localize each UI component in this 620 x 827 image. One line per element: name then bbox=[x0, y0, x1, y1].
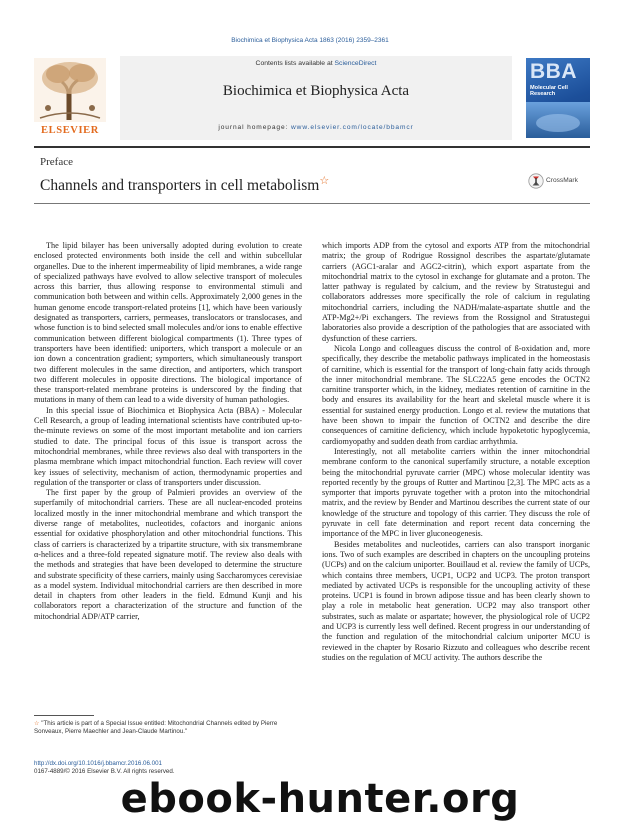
paragraph: which imports ADP from the cytosol and exports ATP from the mitochondrial matrix; the group of Rodrigue Rossignol describes the aspartate/glutamate carriers (AGC1-aralar and AGC2-citrin), which export aspartate from the mitochondrial matrix to the cytosol in exchange for glutamate and a proton. The latter pathway is regulated by calcium, and the review by Stratustegui and collaborators addresses more specifically the role of calcium in regulating mitochondrial carriers, including the NADH/malate-aspartate shuttle and the ATP-Mg2+/Pi exchangers. The reviews from the Rossignol and Stratustegui laboratories also provide a description of the pathologies that are associated with dysfunction of these carriers. bbox=[322, 241, 590, 343]
body-column-right bbox=[322, 241, 590, 663]
doi-link[interactable]: http://dx.doi.org/10.1016/j.bbamcr.2016.06.001 bbox=[34, 760, 162, 767]
journal-title: Biochimica et Biophysica Acta bbox=[222, 83, 410, 99]
journal-cover[interactable] bbox=[526, 58, 590, 138]
contents-prefix: Contents lists available at bbox=[255, 60, 335, 67]
journal-reference[interactable]: Biochimica et Biophysica Acta 1863 (2016) 2359–2361 bbox=[231, 37, 389, 44]
paragraph: Nicola Longo and colleagues discuss the control of ß-oxidation and, more specifically, they describe the metabolic pathways implicated in the homeostasis of carnitine, which is essential for the transport of long-chain fatty acids through the inner mitochondrial membrane. The SLC22A5 gene encodes the OCTN2 carnitine transporter which, in the kidney, mediates retention of carnitine in the body and ensures its availability for the heart and skeletal muscle where it is essential for sustained energy production. Longo et al. review the mutations that have been shown to impair the function of OCTN2 and describe the dire consequences of carnitine deficiency, which include hypoketotic hypoglycemia, cardiomyopathy and sudden death from cardiac arrhythmia. bbox=[322, 343, 590, 446]
footnote-text: "This article is part of a Special Issue entitled: Mitochondrial Channels edited by Pierre Sonveaux, Pierre Maechler and Jean-Claude Martinou." bbox=[34, 720, 278, 735]
elsevier-logo bbox=[34, 58, 106, 136]
cover-title: BBA bbox=[530, 60, 577, 83]
paragraph: The first paper by the group of Palmieri provides an overview of the superfamily of mitochondrial carriers. These are all nuclear-encoded proteins localized mostly in the inner mitochondrial membrane and which transport the diverse range of metabolites, nucleotides, cofactors and inorganic anions essential for oxidative phosphorylation and other mitochondrial functions. This class of carriers is characterized by a tripartite structure, with six transmembrane α-helices and a three-fold repeated signature motif. The review also deals with the methods and strategies that have been developed to determine the structure and substrate specificity of these carriers, mainly using Saccharomyces cerevisiae as a model system. Individual mitochondrial carriers are then described in more detail in chapters from other leaders in the field. Edmund Kunji and his collaborators report a characterization of the structure and function of the mitochondrial ADP/ATP carrier, bbox=[34, 488, 302, 621]
watermark-text: ebook-hunter.org bbox=[120, 776, 520, 822]
paragraph: The lipid bilayer has been universally adopted during evolution to create enclosed protected environments both inside the cell and within subcellular organelles. Due to the inherent impermeability of lipid membranes, a wide range of specialized pathways have evolved to allow selective transport of molecules across this barrier, thus allowing response to environmental stimuli and communication both between and within cells. Approximately 2,000 genes in the human genome encode transport-related proteins [1], which have been variously designated as transporters, carriers, permeases, translocators or translocases, and whose function is to bind selected small molecules and/or ions to enable effective communication between different biological compartments (1). Three types of transporters have been identified: uniporters, which transport a molecule or an ion down a concentration gradient; symporters, which simultaneously transport two different molecules in the same direction, and antiporters, which transport two different molecules in opposite directions. The biological importance of these transport-related membrane proteins is underscored by the finding that mutations in many of them can lead to a wide diversity of human pathologies. bbox=[34, 241, 302, 405]
crossmark-icon bbox=[528, 173, 544, 189]
homepage-line bbox=[120, 124, 512, 131]
paragraph: Interestingly, not all metabolite carriers within the inner mitochondrial membrane conform to the canonical superfamily structure, a notable exception being the mitochondrial pyruvate carrier (MPC) whose molecular identity was reported recently by the groups of Rutter and Martinou [2,3]. The MPC acts as a symporter that imports pyruvate together with a proton into the mitochondrial matrix, and the review by Bender and Martinou describes the current state of our knowledge of the structure and topology of this carrier. They discuss the role of pyruvate in cell fate determination and report recent data concerning the importance of the MPC in liver gluconeogenesis. bbox=[322, 446, 590, 539]
footnote bbox=[34, 720, 304, 736]
body-column-left bbox=[34, 241, 302, 622]
article-title-text: Channels and transporters in cell metabolism bbox=[40, 177, 320, 195]
copyright-line: 0167-4889/© 2016 Elsevier B.V. All rights reserved. bbox=[34, 768, 175, 776]
crossmark-badge[interactable] bbox=[528, 172, 588, 192]
sciencedirect-link[interactable]: ScienceDirect bbox=[334, 60, 377, 67]
title-rule bbox=[34, 203, 590, 204]
doi-block bbox=[34, 760, 175, 777]
header-rule bbox=[34, 146, 590, 148]
crossmark-label: CrossMark bbox=[546, 177, 578, 184]
cover-subtitle-line-2: Research bbox=[530, 91, 556, 98]
contents-line bbox=[120, 60, 512, 67]
cover-subtitle bbox=[530, 85, 568, 98]
cover-decoration bbox=[536, 114, 580, 132]
homepage-prefix: journal homepage: bbox=[218, 124, 291, 131]
paragraph: In this special issue of Biochimica et Biophysica Acta (BBA) - Molecular Cell Research, a group of leading international scientists have contributed up-to-the-minute reviews on some of the most important metabolite and ion carriers studied to date. The principal focus of this issue is transport across the mitochondrial membranes, while three reviews also deal with transporters in the plasma membrane which impact mitochondrial function. Each review will cover key issues of selectivity, mechanism of action, thermodynamic properties and regulation of the transporter or class of transporters under discussion. bbox=[34, 405, 302, 487]
footnote-mark: ☆ bbox=[34, 720, 40, 727]
masthead bbox=[34, 56, 590, 140]
elsevier-tree-icon bbox=[34, 58, 106, 122]
elsevier-wordmark: ELSEVIER bbox=[41, 125, 99, 136]
homepage-link[interactable]: www.elsevier.com/locate/bbamcr bbox=[291, 124, 414, 131]
cover-subtitle-line-1: Molecular Cell bbox=[530, 85, 568, 91]
section-label: Preface bbox=[40, 156, 73, 168]
paragraph: Besides metabolites and nucleotides, carriers can also transport inorganic ions. Two of such examples are described in chapters on the uncoupling proteins (UCPs) and on the calcium uniporter. Bouillaud et al. review the family of UCPs, which contains three members, UCP1, UCP2 and UCP3. The proton transport mediated by activated UCPs is responsible for the uncoupling activity of these proteins. UCP1 is found in brown adipose tissue and has been clearly shown to play a role in metabolic heat generation. UCP2 may also transport other substrates, such as malate or aspartate; however, the physiological role of UCP2 and UCP3 is currently less well defined. Recent progress in our understanding of the function and regulation of the mitochondrial calcium uniporter MCU is reviewed in the chapter by Rosario Rizzuto and colleagues who describe recent studies on the regulation of MCU activity. The authors describe the bbox=[322, 539, 590, 662]
footnote-rule bbox=[34, 715, 94, 716]
journal-title-box bbox=[120, 56, 512, 140]
article-title bbox=[40, 174, 329, 195]
title-footnote-mark[interactable]: ☆ bbox=[319, 175, 330, 187]
